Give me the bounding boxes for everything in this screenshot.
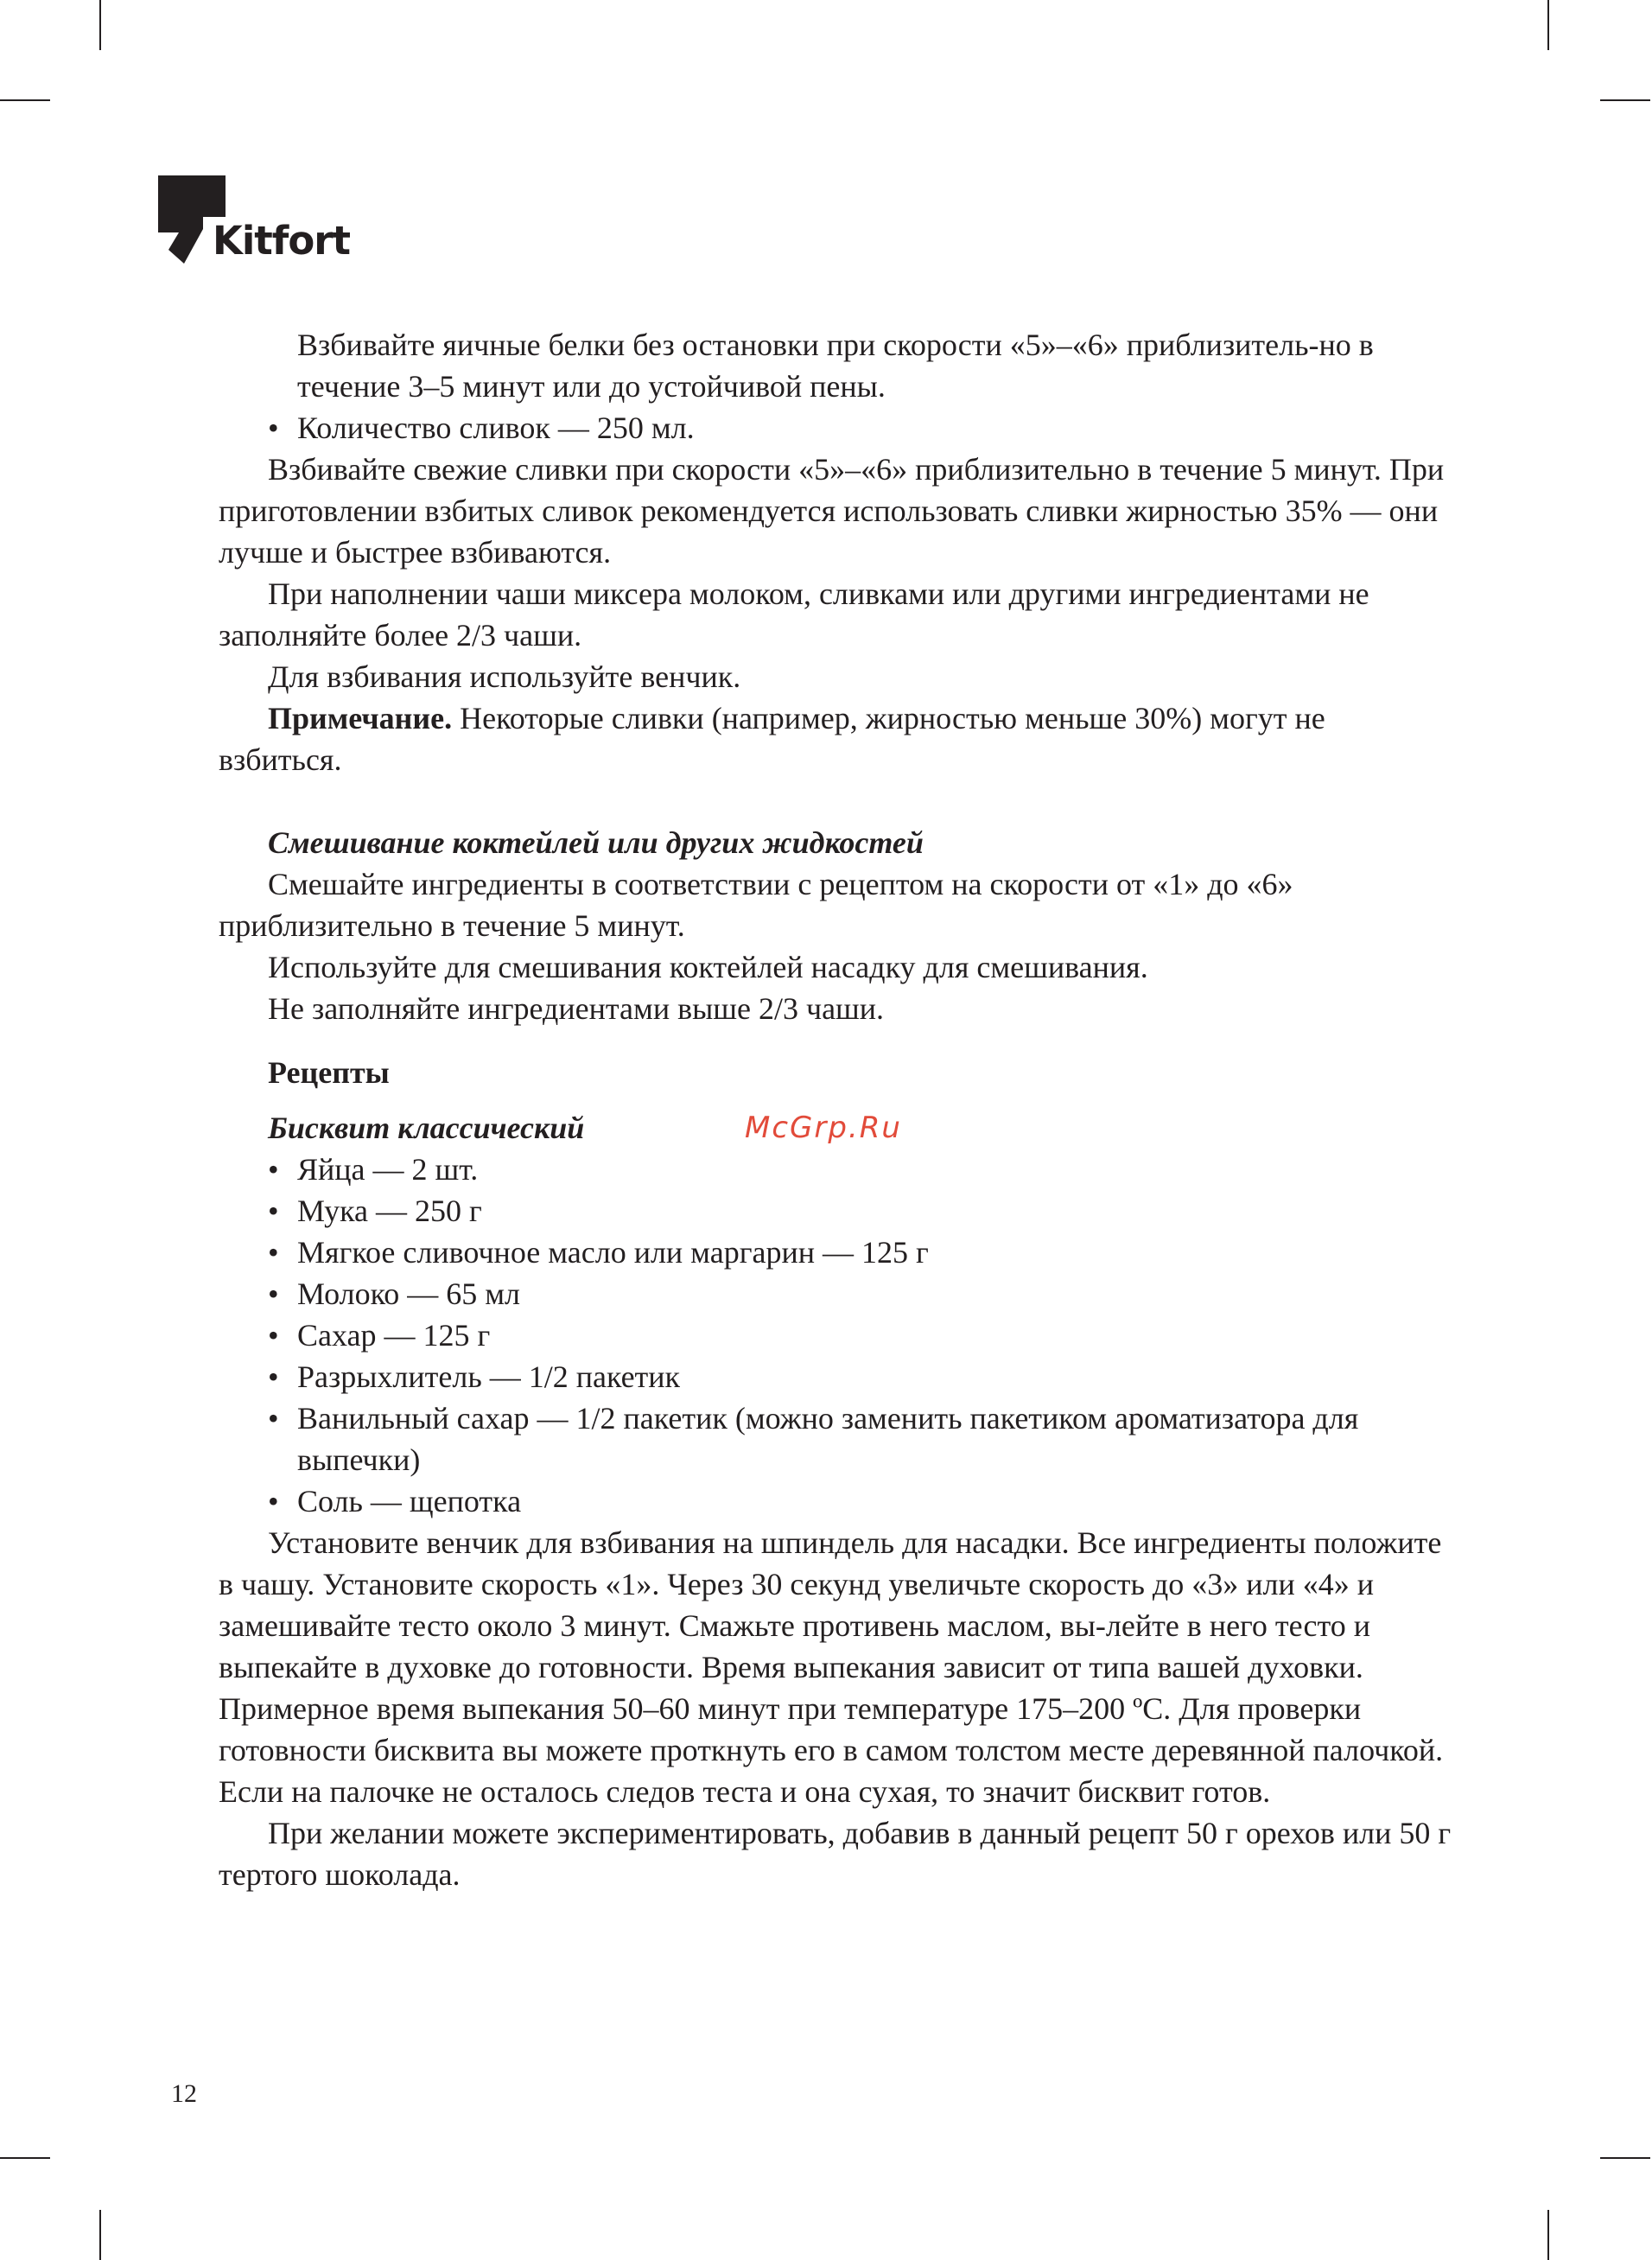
watermark: McGrp.Ru (745, 1111, 902, 1145)
brand-name: Kitfort (213, 218, 351, 264)
paragraph: Смешайте ингредиенты в соответствии с рецептом на скорости от «1» до «6» приблизительно в течение 5 минут. (219, 867, 1293, 943)
list-item: • Разрыхлитель — 1/2 пакетик (268, 1359, 681, 1394)
note-text: Некоторые сливки (например, жирностью меньше 30%) могут не взбиться. (219, 701, 1325, 777)
kitfort-logo (158, 175, 351, 267)
paragraph: При наполнении чаши миксера молоком, сливками или другими ингредиентами не заполняйте более 2/3 чаши. (219, 576, 1369, 653)
list-item: • Сахар — 125 г (268, 1318, 491, 1353)
list-item: • Мука — 250 г (268, 1194, 482, 1228)
crop-mark (1547, 0, 1549, 50)
paragraph: Взбивайте свежие сливки при скорости «5»–«6» приблизительно в течение 5 минут. При приготовлении взбитых сливок рекомендуется использовать сливки жирностью 35% — они лучше и быстрее взбиваются. (219, 452, 1445, 570)
crop-mark (0, 99, 50, 101)
paragraph: При желании можете экспериментировать, добавив в данный рецепт 50 г орехов или 50 г тертого шоколада. (219, 1816, 1452, 1892)
crop-mark (1600, 99, 1650, 101)
section-heading: Смешивание коктейлей или других жидкостей (268, 825, 924, 860)
crop-mark (99, 2210, 101, 2260)
paragraph: Используйте для смешивания коктейлей насадку для смешивания. (268, 950, 1148, 984)
section-heading: Рецепты (268, 1055, 390, 1090)
paragraph: Для взбивания используйте венчик. (268, 659, 741, 694)
recipe-title: Бисквит классический (268, 1111, 585, 1145)
list-item: • Соль — щепотка (268, 1484, 522, 1518)
paragraph: Установите венчик для взбивания на шпиндель для насадки. Все ингредиенты положите в чашу. Установите скорость «1». Через 30 секунд увеличьте скорость до «3» или «4» и замешивайте тесто около 3 минут. Смажьте противень маслом, вы-лейте в него тесто и выпекайте в духовке до готовности. Время выпекания зависит от типа вашей духовки. Примерное время выпекания 50–60 минут при температуре 175–200 ºС. Для проверки готовности бисквита вы можете проткнуть его в самом толстом месте деревянной палочкой. Если на палочке не осталось следов теста и она сухая, то значит бисквит готов. (219, 1525, 1444, 1809)
list-item: • Мягкое сливочное масло или маргарин — 125 г (268, 1235, 929, 1270)
paragraph: Взбивайте яичные белки без остановки при скорости «5»–«6» приблизитель-но в течение 3–5 минут или до устойчивой пены. (297, 328, 1374, 404)
list-item: • Количество сливок — 250 мл. (268, 411, 695, 445)
crop-mark (1547, 2210, 1549, 2260)
crop-mark (0, 2157, 50, 2159)
note-label: Примечание. (268, 701, 453, 735)
manual-text (219, 324, 1454, 1895)
page-number: 12 (171, 2079, 197, 2108)
crop-mark (99, 0, 101, 50)
crop-mark (1600, 2157, 1650, 2159)
list-item: • Молоко — 65 мл (268, 1276, 521, 1311)
list-item: • Ванильный сахар — 1/2 пакетик (можно заменить пакетиком ароматизатора для выпечки) (268, 1401, 1359, 1477)
note (219, 697, 1454, 780)
paragraph: Не заполняйте ингредиентами выше 2/3 чаши. (268, 991, 885, 1026)
list-item: • Яйца — 2 шт. (268, 1152, 479, 1187)
